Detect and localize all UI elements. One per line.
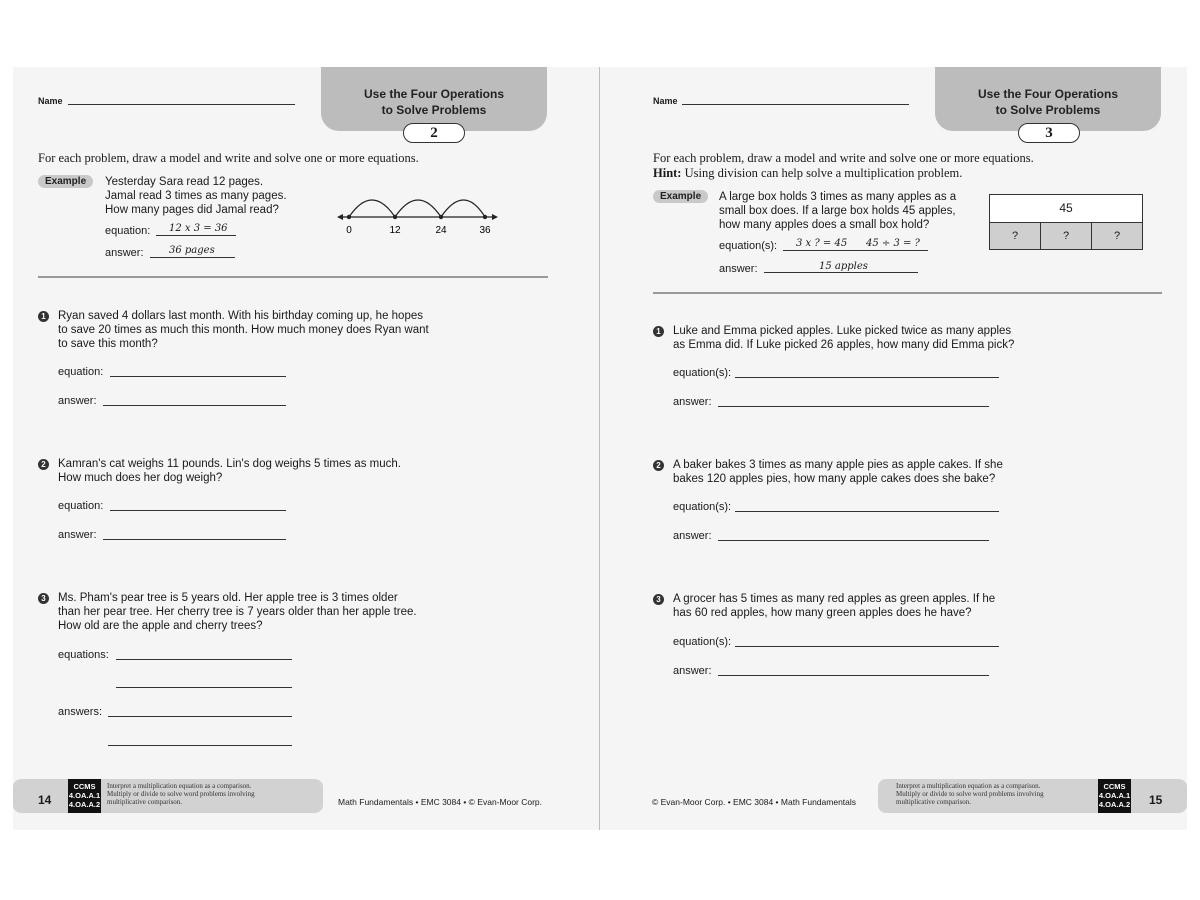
text-line: small box does. If a large box holds 45 apples, <box>719 205 956 217</box>
tick-point <box>439 215 443 219</box>
standard-description: Interpret a multiplication equation as a comparison. Multiply or divide to solve word problems involving multiplicative comparison. <box>896 782 1044 806</box>
equation-input-line[interactable] <box>110 376 286 377</box>
bar-part: ? <box>990 223 1041 249</box>
example-equation-label: equation(s): <box>719 240 778 252</box>
hint-text: Using division can help solve a multiplication problem. <box>684 166 963 180</box>
text-line: How old are the apple and cherry trees? <box>58 620 263 632</box>
tick-point <box>483 215 487 219</box>
answer-input-line[interactable] <box>108 716 292 717</box>
hint <box>653 166 962 181</box>
example-answer-label: answer: <box>105 247 144 259</box>
bar-part: ? <box>1092 223 1142 249</box>
equation-input-line[interactable] <box>116 687 292 688</box>
text-line: A baker bakes 3 times as many apple pies as apple cakes. If she <box>673 459 1003 471</box>
answer-label: answer: <box>673 396 712 408</box>
answer-input-line[interactable] <box>108 745 292 746</box>
jump-arc <box>395 200 441 217</box>
answer-line <box>150 257 235 258</box>
problem-text <box>58 457 401 485</box>
equation-label: equation(s): <box>673 367 732 379</box>
left-page <box>13 67 599 830</box>
text-line: Ryan saved 4 dollars last month. With his birthday coming up, he hopes <box>58 310 423 322</box>
bar-parts <box>990 223 1142 249</box>
page-number: 14 <box>38 793 52 807</box>
right-arrowhead <box>492 214 498 220</box>
text-line: Kamran's cat weighs 11 pounds. Lin's dog weighs 5 times as much. <box>58 458 401 470</box>
text-line: How many pages did Jamal read? <box>105 204 279 216</box>
bar-part: ? <box>1041 223 1092 249</box>
page-number: 15 <box>1149 793 1163 807</box>
text-line: to save 20 times as much this month. How much money does Ryan want <box>58 324 429 336</box>
section-divider <box>653 292 1162 294</box>
header-tab <box>321 67 547 141</box>
example-answer-value: 36 pages <box>169 245 215 256</box>
text-line: how many apples does a small box hold? <box>719 219 930 231</box>
footer-credit: Math Fundamentals • EMC 3084 • © Evan-Moor Corp. <box>338 797 543 807</box>
ccms-code: 4.OA.A.1 <box>1098 791 1131 800</box>
text-line: Yesterday Sara read 12 pages. <box>105 176 264 188</box>
bar-total: 45 <box>990 195 1142 223</box>
header-title: Use the Four Operations to Solve Problems <box>363 87 505 117</box>
header-title: Use the Four Operations to Solve Problems <box>977 87 1119 117</box>
ccms-code: 4.OA.A.1 <box>68 791 101 800</box>
equation-input-line[interactable] <box>735 511 999 512</box>
example-answer-label: answer: <box>719 263 758 275</box>
text-line: to save this month? <box>58 338 158 350</box>
problem-text <box>673 458 1003 486</box>
answer-input-line[interactable] <box>718 675 989 676</box>
equation-input-line[interactable] <box>116 659 292 660</box>
equation-label: equation(s): <box>673 501 732 513</box>
header-tab <box>935 67 1161 141</box>
lesson-number: 3 <box>1018 123 1080 143</box>
text-line: than her pear tree. Her cherry tree is 7 years older than her apple tree. <box>58 606 417 618</box>
example-equation-value: 12 x 3 = 36 <box>169 223 228 234</box>
example-equation-value: 3 x ? = 45 <box>796 238 848 249</box>
text-line: Jamal read 3 times as many pages. <box>105 190 287 202</box>
answer-label: answer: <box>58 529 97 541</box>
problem-text <box>673 324 1014 352</box>
example-equation-value: 45 ÷ 3 = ? <box>866 238 920 249</box>
lesson-number: 2 <box>403 123 465 143</box>
equation-input-line[interactable] <box>735 377 999 378</box>
equation-input-line[interactable] <box>735 646 999 647</box>
name-label: Name <box>653 96 678 106</box>
tick-point <box>347 215 351 219</box>
instructions: For each problem, draw a model and write and solve one or more equations. <box>653 151 1034 165</box>
ccms-label: CCMS <box>1103 782 1126 791</box>
bar-model <box>989 194 1143 250</box>
ccms-code: 4.OA.A.2 <box>1098 800 1131 809</box>
jump-arc <box>349 200 395 217</box>
equation-label: equation(s): <box>673 636 732 648</box>
text-line: Ms. Pham's pear tree is 5 years old. Her apple tree is 3 times older <box>58 592 398 604</box>
text-line: Luke and Emma picked apples. Luke picked twice as many apples <box>673 325 1012 337</box>
text-line: A grocer has 5 times as many red apples as green apples. If he <box>673 593 996 605</box>
left-arrowhead <box>337 214 343 220</box>
jump-arc <box>441 200 485 217</box>
problem-number: 2 <box>653 460 664 471</box>
answers-label: answers: <box>58 706 103 718</box>
ccms-badge <box>68 779 101 813</box>
example-badge: Example <box>653 190 708 203</box>
text-line: How much does her dog weigh? <box>58 472 223 484</box>
footer-credit: © Evan-Moor Corp. • EMC 3084 • Math Fundamentals <box>652 797 857 807</box>
problem-text <box>58 591 417 633</box>
right-page <box>600 67 1187 830</box>
problem-number: 3 <box>38 593 49 604</box>
answer-input-line[interactable] <box>103 405 286 406</box>
tick-label: 36 <box>479 225 491 236</box>
problem-text <box>673 592 995 620</box>
text-line: bakes 120 apples pies, how many apple cakes does she bake? <box>673 473 996 485</box>
answer-label: answer: <box>673 530 712 542</box>
standard-description: Interpret a multiplication equation as a comparison. Multiply or divide to solve word problems involving multiplicative comparison. <box>107 782 255 806</box>
answer-label: answer: <box>673 665 712 677</box>
problem-number: 1 <box>653 326 664 337</box>
equations-label: equations: <box>58 649 109 661</box>
equation-line <box>156 235 236 236</box>
equation-label: equation: <box>58 500 104 512</box>
ccms-label: CCMS <box>73 782 96 791</box>
name-line[interactable] <box>682 104 909 105</box>
instructions: For each problem, draw a model and write and solve one or more equations. <box>38 151 419 165</box>
text-line: A large box holds 3 times as many apples as a <box>719 191 957 203</box>
section-divider <box>38 276 548 278</box>
tick-label: 24 <box>435 225 447 236</box>
example-answer-value: 15 apples <box>819 261 868 272</box>
problem-text <box>58 309 429 351</box>
hint-label: Hint: <box>653 166 682 180</box>
answer-input-line[interactable] <box>718 540 989 541</box>
problem-number: 3 <box>653 594 664 605</box>
text-line: has 60 red apples, how many green apples does he have? <box>673 607 972 619</box>
name-label: Name <box>38 96 63 106</box>
equation-label: equation: <box>58 366 104 378</box>
example-text <box>719 190 956 232</box>
number-line-diagram <box>335 189 503 237</box>
equation-input-line[interactable] <box>110 510 286 511</box>
example-text <box>105 175 287 217</box>
tick-label: 12 <box>389 225 401 236</box>
problem-number: 1 <box>38 311 49 322</box>
tick-point <box>393 215 397 219</box>
equation-line <box>783 250 928 251</box>
ccms-code: 4.OA.A.2 <box>68 800 101 809</box>
answer-input-line[interactable] <box>718 406 989 407</box>
answer-line <box>764 272 918 273</box>
example-badge: Example <box>38 175 93 188</box>
ccms-badge <box>1098 779 1131 813</box>
name-line[interactable] <box>68 104 295 105</box>
tick-label: 0 <box>346 225 352 236</box>
answer-input-line[interactable] <box>103 539 286 540</box>
text-line: as Emma did. If Luke picked 26 apples, how many did Emma pick? <box>673 339 1015 351</box>
problem-number: 2 <box>38 459 49 470</box>
example-equation-label: equation: <box>105 225 151 237</box>
answer-label: answer: <box>58 395 97 407</box>
